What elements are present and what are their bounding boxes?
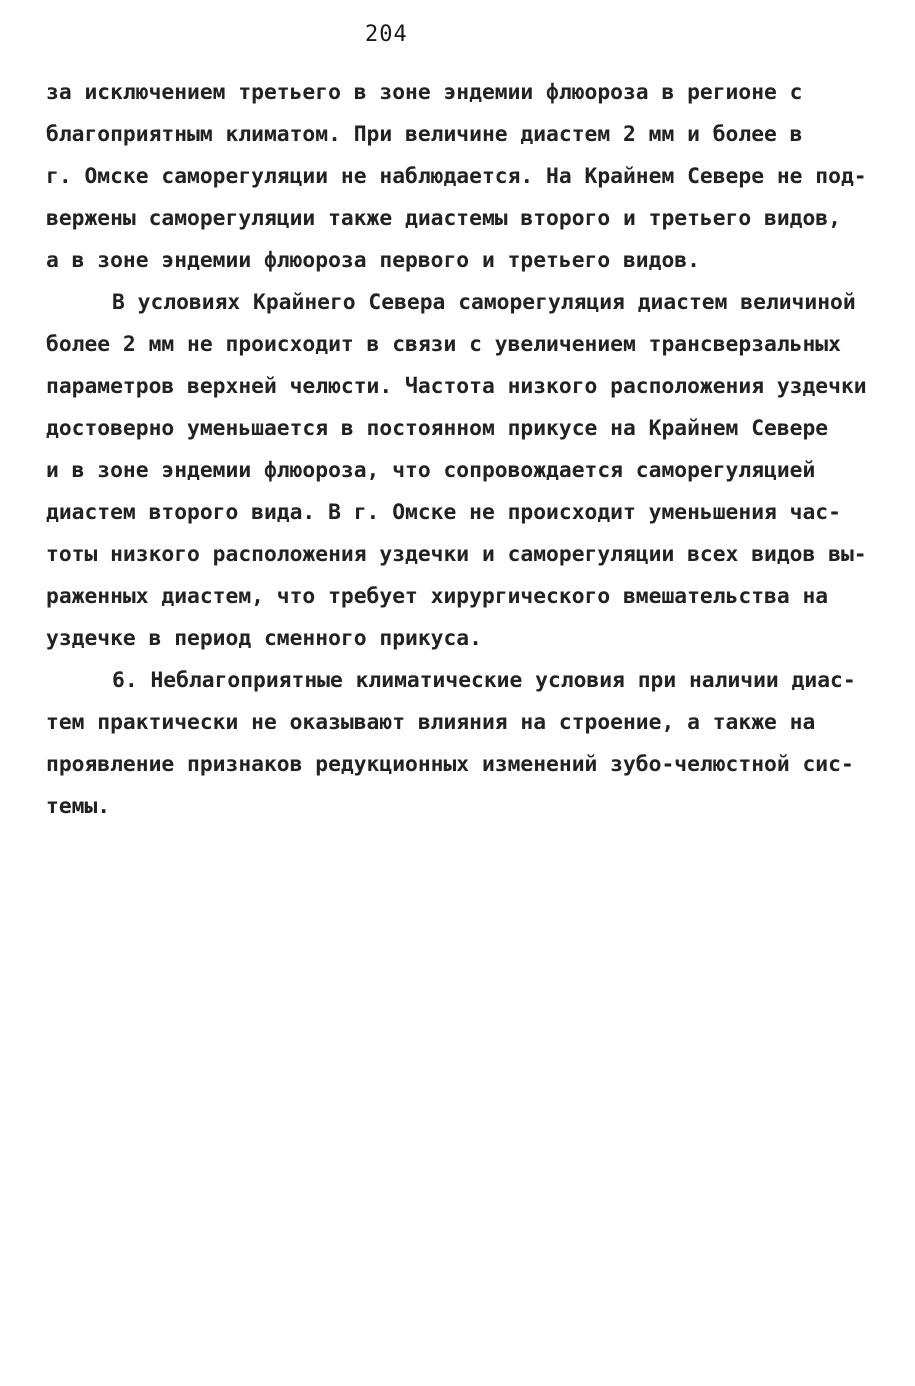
text-line: достоверно уменьшается в постоянном прикусе на Крайнем Севере bbox=[46, 416, 829, 441]
text-line: за исключением третьего в зоне эндемии флюороза в регионе с bbox=[46, 80, 803, 105]
text-line: проявление признаков редукционных изменений зубо-челюстной сис- bbox=[46, 752, 854, 777]
text-line: а в зоне эндемии флюороза первого и третьего видов. bbox=[46, 248, 700, 273]
page-number: 204 bbox=[365, 22, 408, 47]
text-line: темы. bbox=[46, 794, 111, 819]
text-line: диастем второго вида. В г. Омске не происходит уменьшения час- bbox=[46, 500, 841, 525]
text-line: вержены саморегуляции также диастемы второго и третьего видов, bbox=[46, 206, 841, 231]
text-line: тем практически не оказывают влияния на строение, а также на bbox=[46, 710, 816, 735]
text-line: г. Омске саморегуляции не наблюдается. На Крайнем Севере не под- bbox=[46, 164, 867, 189]
paragraph-first-line: 6. Неблагоприятные климатические условия при наличии диас- bbox=[112, 668, 856, 693]
paragraph-first-line: В условиях Крайнего Севера саморегуляция диастем величиной bbox=[112, 290, 856, 315]
text-line: благоприятным климатом. При величине диастем 2 мм и более в bbox=[46, 122, 803, 147]
text-line: и в зоне эндемии флюороза, что сопровождается саморегуляцией bbox=[46, 458, 816, 483]
text-line: уздечке в период сменного прикуса. bbox=[46, 626, 482, 651]
text-line: параметров верхней челюсти. Частота низкого расположения уздечки bbox=[46, 374, 867, 399]
text-line: тоты низкого расположения уздечки и саморегуляции всех видов вы- bbox=[46, 542, 867, 567]
text-line: более 2 мм не происходит в связи с увеличением трансверзальных bbox=[46, 332, 841, 357]
text-line: раженных диастем, что требует хирургического вмешательства на bbox=[46, 584, 829, 609]
